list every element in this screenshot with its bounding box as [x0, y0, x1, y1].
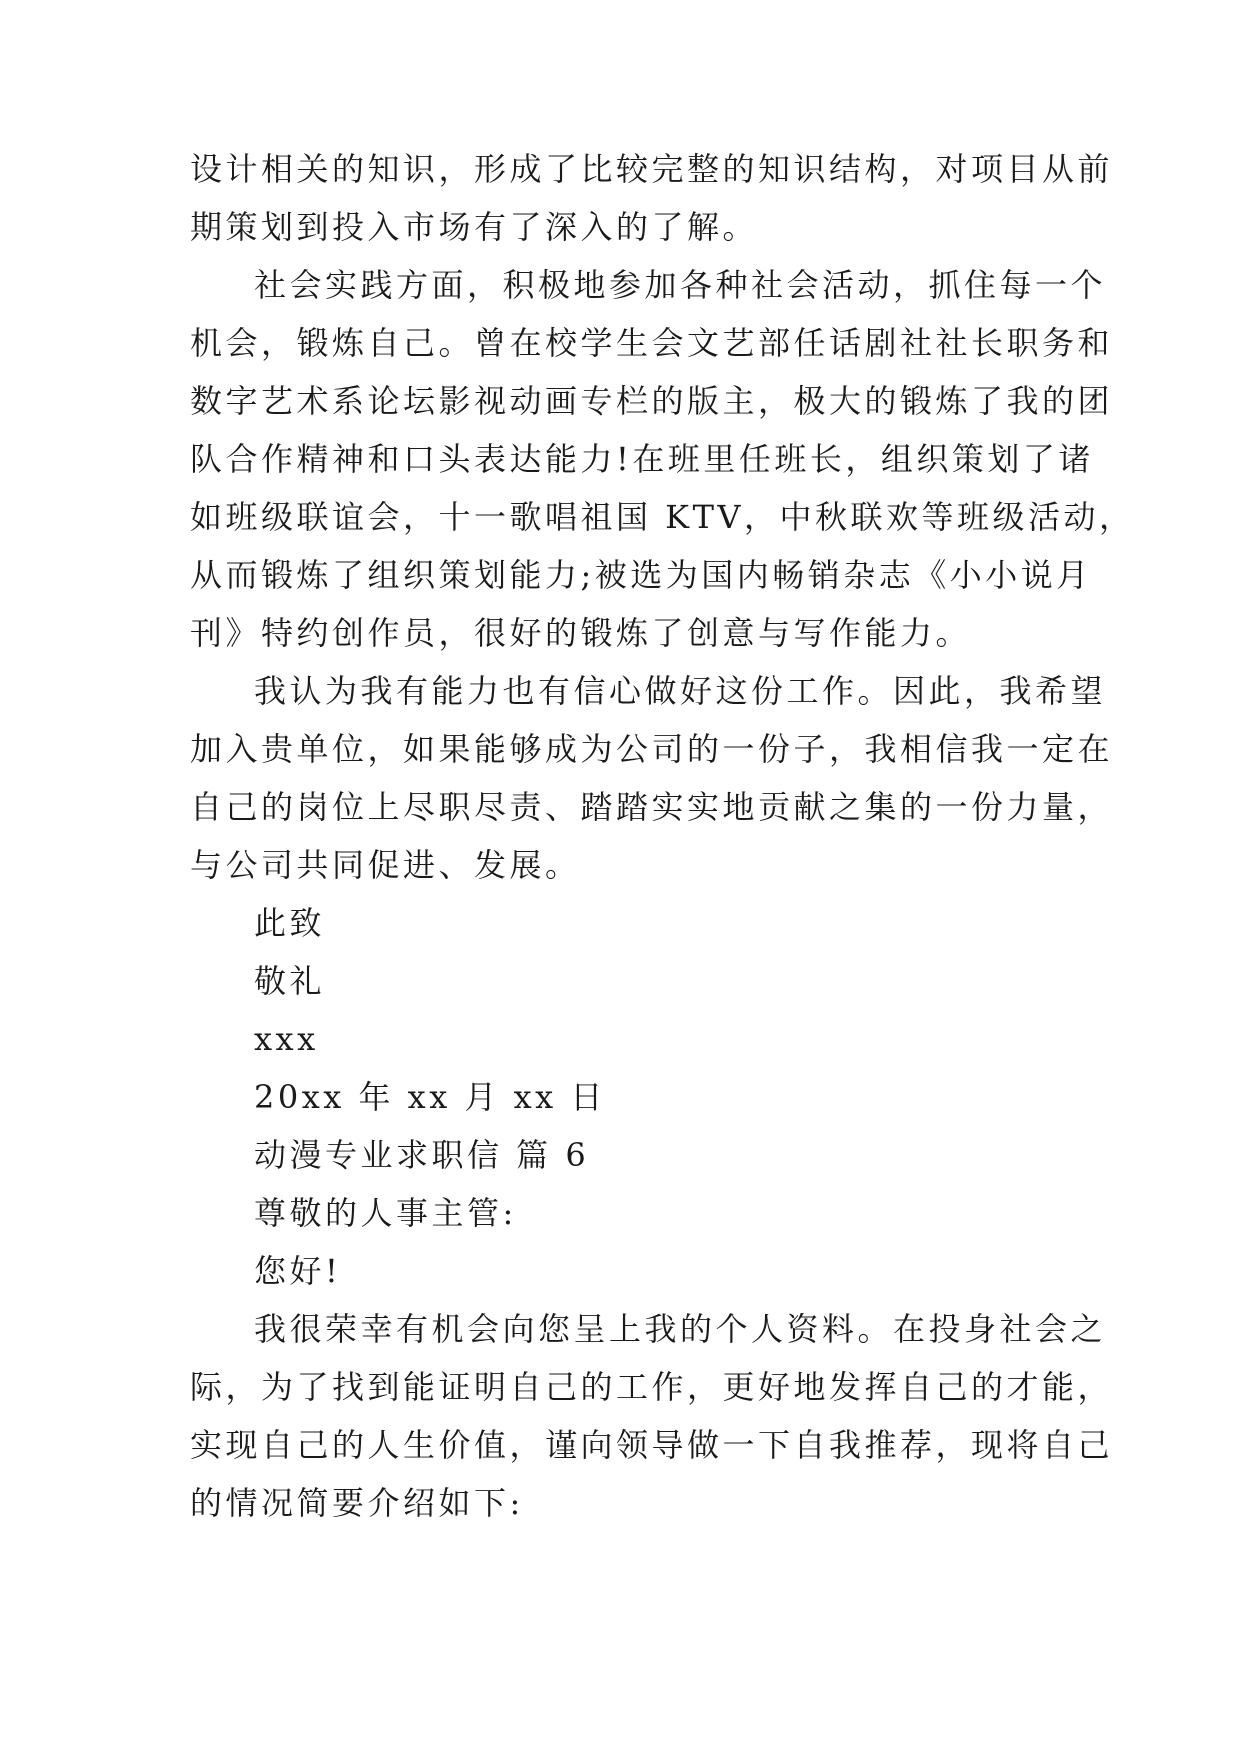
- closing-phrase: 此致: [254, 904, 326, 942]
- greeting: 您好!: [254, 1252, 342, 1290]
- signature-date: 20xx 年 xx 月 xx 日: [254, 1078, 606, 1116]
- text-line: 队合作精神和口头表达能力!在班里任班长，组织策划了诸: [190, 440, 1094, 478]
- text-line: 设计相关的知识，形成了比较完整的知识结构，对项目从前: [190, 150, 1114, 188]
- text-line: 如班级联谊会，十一歌唱祖国 KTV，中秋联欢等班级活动，: [190, 498, 1135, 536]
- document-body: [190, 140, 1135, 1532]
- text-line: 社会实践方面，积极地参加各种社会活动，抓住每一个: [254, 266, 1107, 304]
- text-line: 与公司共同促进、发展。: [190, 846, 581, 884]
- text-line: 际，为了找到能证明自己的工作，更好地发挥自己的才能，: [190, 1368, 1114, 1406]
- text-line: 实现自己的人生价值，谨向领导做一下自我推荐，现将自己: [190, 1426, 1114, 1464]
- text-line: 我认为我有能力也有信心做好这份工作。因此，我希望: [254, 672, 1107, 710]
- text-line: 我很荣幸有机会向您呈上我的个人资料。在投身社会之: [254, 1310, 1107, 1348]
- text-line: 数字艺术系论坛影视动画专栏的版主，极大的锻炼了我的团: [190, 382, 1114, 420]
- text-line: 期策划到投入市场有了深入的了解。: [190, 208, 759, 246]
- closing-salute: 敬礼: [254, 962, 326, 1000]
- section-heading: 动漫专业求职信 篇 6: [254, 1136, 590, 1174]
- text-line: 的情况简要介绍如下:: [190, 1484, 524, 1522]
- signature-name: xxx: [254, 1020, 319, 1058]
- text-line: 机会，锻炼自己。曾在校学生会文艺部任话剧社社长职务和: [190, 324, 1114, 362]
- text-line: 从而锻炼了组织策划能力;被选为国内畅销杂志《小小说月: [190, 556, 1092, 594]
- text-line: 刊》特约创作员，很好的锻炼了创意与写作能力。: [190, 614, 972, 652]
- text-line: 加入贵单位，如果能够成为公司的一份子，我相信我一定在: [190, 730, 1114, 768]
- salutation: 尊敬的人事主管:: [254, 1194, 517, 1232]
- text-line: 自己的岗位上尽职尽责、踏踏实实地贡献之集的一份力量，: [190, 788, 1114, 826]
